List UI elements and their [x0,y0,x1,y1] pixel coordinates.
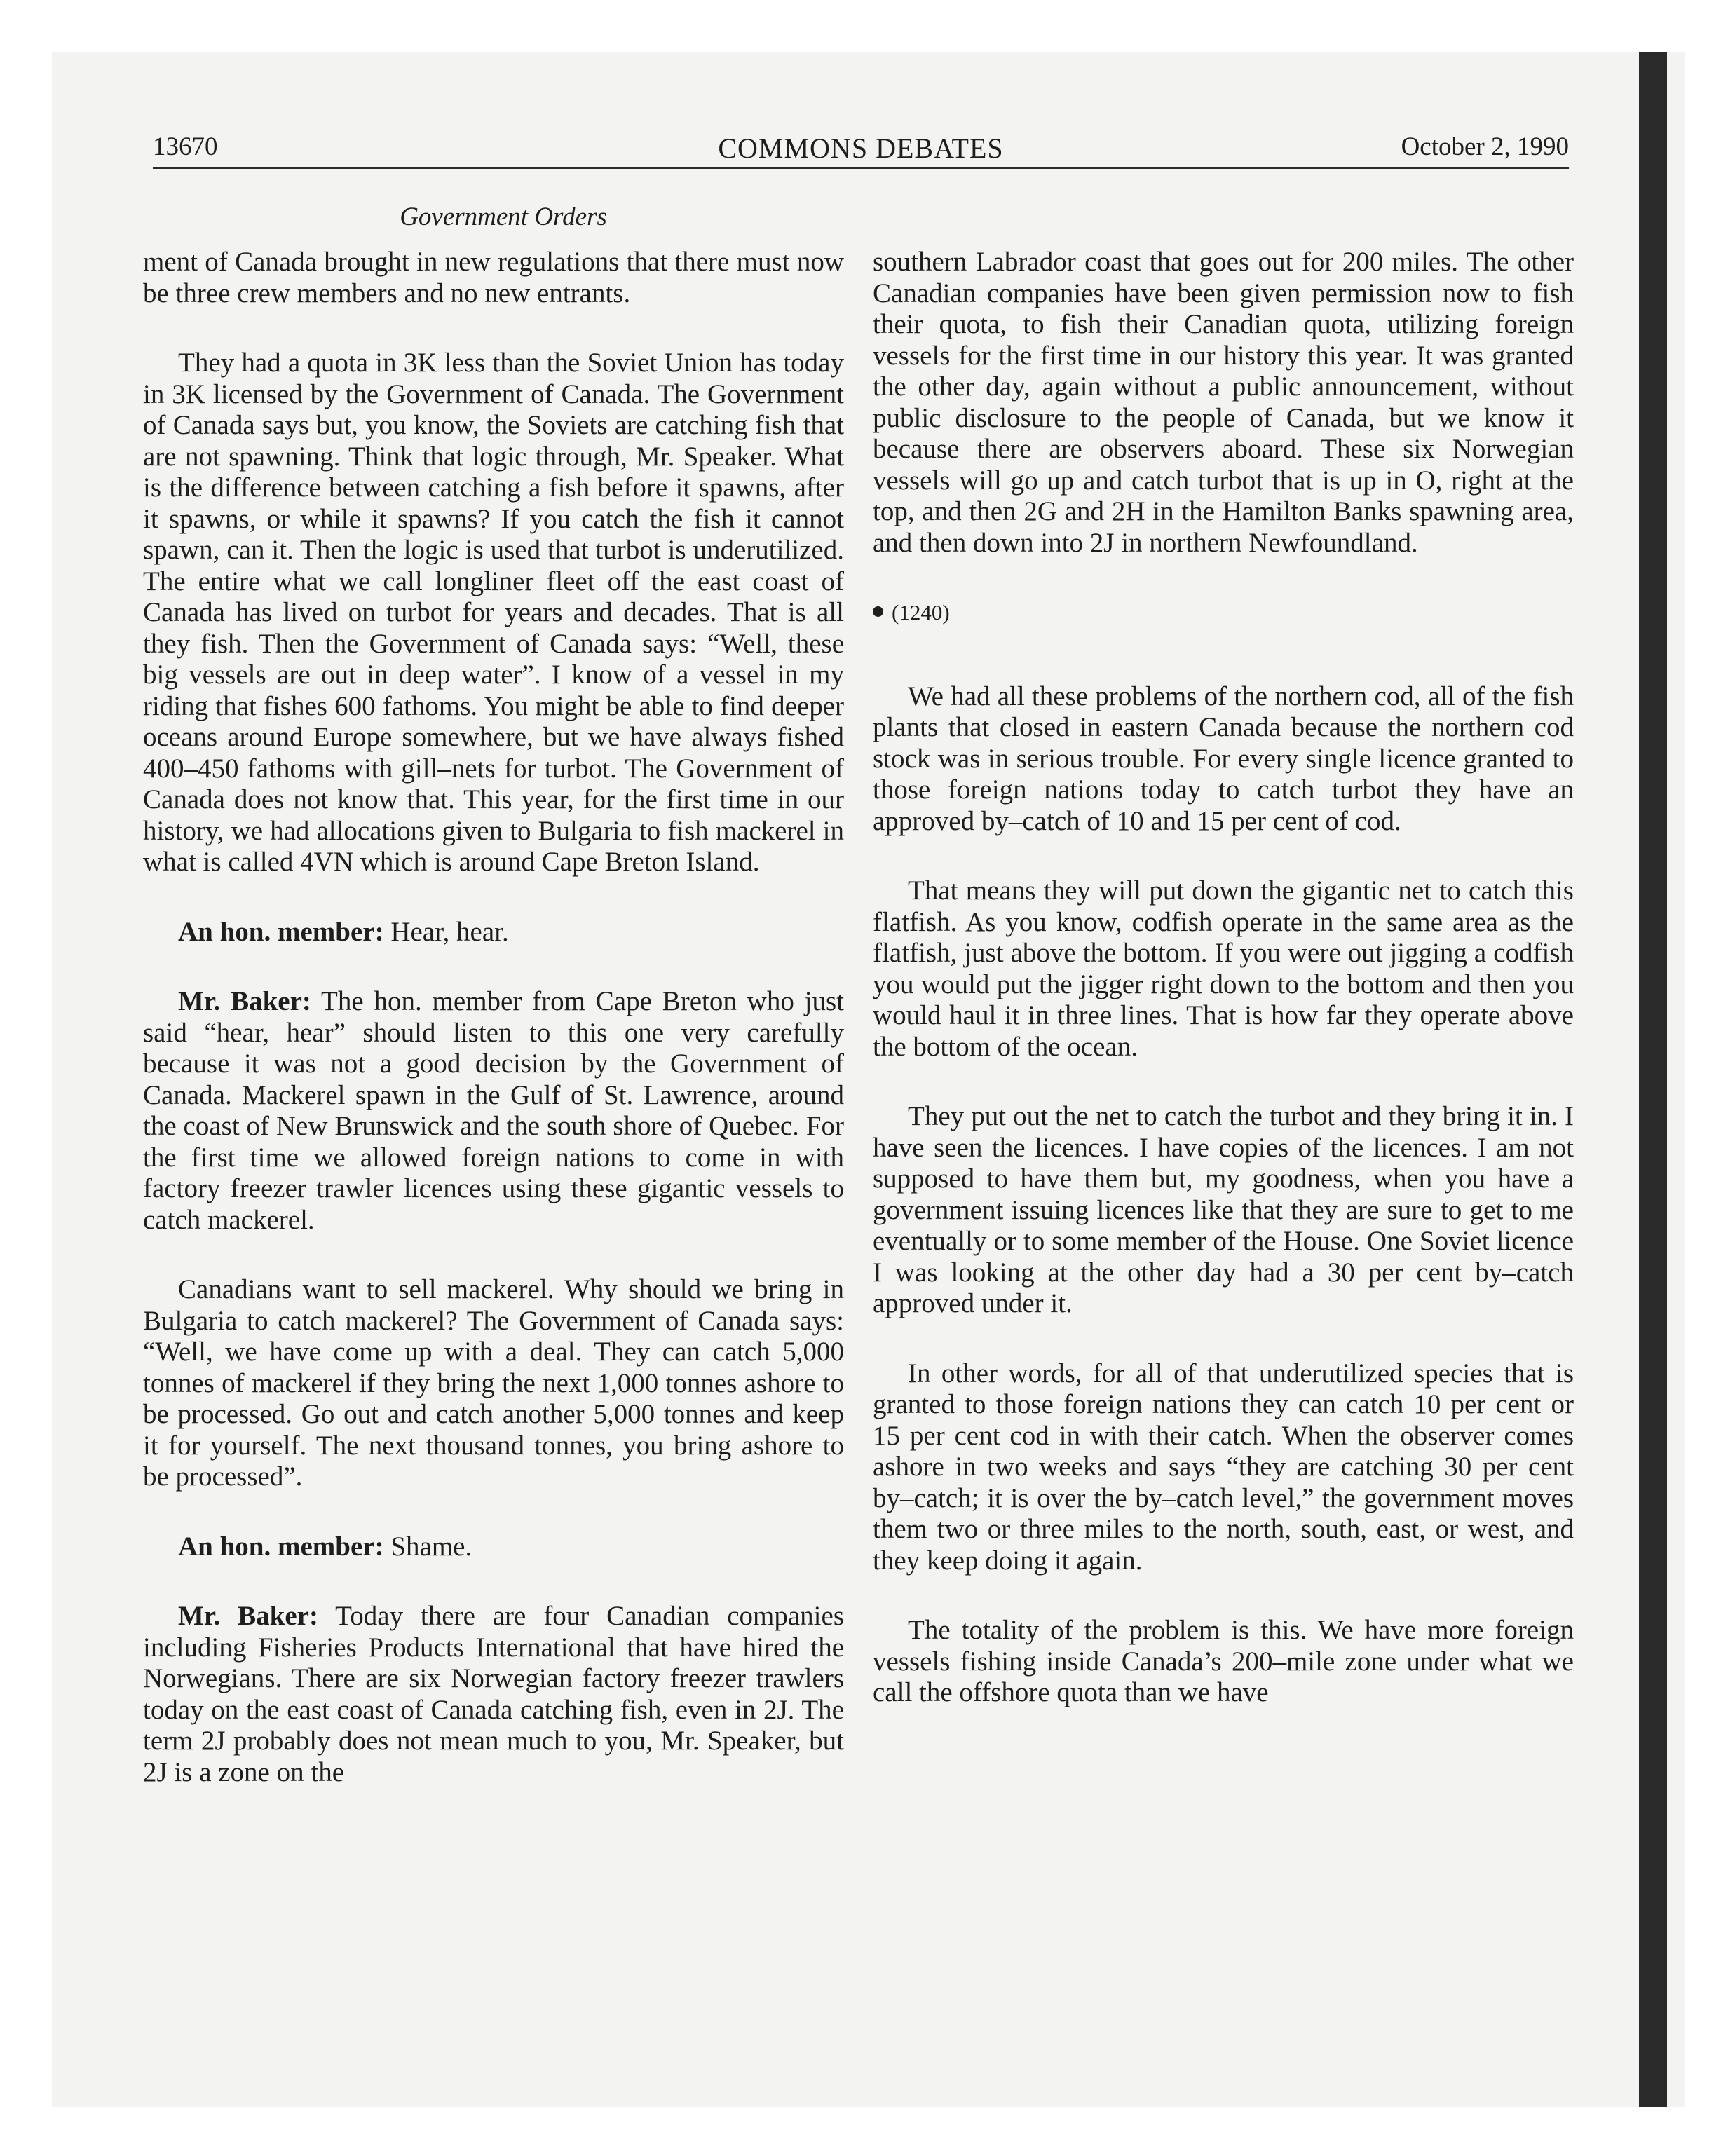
speaker-name: Mr. Baker: [178,1601,318,1631]
page-number: 13670 [153,132,218,161]
paragraph-text: The hon. member from Cape Breton who just said “hear, hear” should listen to this one very carefully because it was not a good decision by the Government of Canada. Mackerel spawn in the Gulf of St. Lawrence, around the coast of New Brunswick and the south shore of Quebec. For the first time we allowed foreign nations to come in with factory freezer trawler licences using these gigantic vessels to catch mackerel. [143,986,845,1235]
running-header [153,126,1569,165]
paragraph-text: ment of Canada brought in new regulations that there must now be three crew members and no new entrants. [143,247,844,308]
header-rule [153,167,1569,169]
right-column [873,247,1574,1709]
paragraph [143,348,844,878]
speaker-name: An hon. member: [178,1531,384,1562]
paragraph [873,875,1574,1063]
paragraph [873,681,1574,838]
speech-paragraph [143,1531,844,1563]
left-column [143,247,844,1788]
paragraph-text: We had all these problems of the northern cod, all of the fish plants that closed in eastern Canada because the northern cod stock was in serious trouble. For every single licence granted to those foreign nations today to catch turbot they have an approved by–catch of 10 and 15 per cent of cod. [873,681,1574,836]
paragraph-text: southern Labrador coast that goes out for 200 miles. The other Canadian companies have been given permission now to fish their quota, to fish their Canadian quota, utilizing foreign vessels for the first time in our history this year. It was granted the other day, again without a public announcement, without public disclosure to the people of Canada, but we know it because there are observers aboard. These six Norwegian vessels will go up and catch turbot that is up in O, right at the top, and then 2G and 2H in the Hamilton Banks spawning area, and then down into 2J in northern Newfoundland. [873,247,1574,558]
paragraph-text: Canadians want to sell mackerel. Why should we bring in Bulgaria to catch mackerel? The Government of Canada says: “Well, we have come up with a deal. They can catch 5,000 tonnes of mackerel if they bring the next 1,000 tonnes ashore to be processed. Go out and catch another 5,000 tonnes and keep it for yourself. The next thousand tonnes, you bring ashore to be processed”. [143,1274,844,1492]
paragraph-text: That means they will put down the gigantic net to catch this flatfish. As you know, codfish operate in the same area as the flatfish, just above the bottom. If you were out jigging a codfish you would put the jigger right down to the bottom and then you would haul it in three lines. That is how far they operate above the bottom of the ocean. [873,875,1574,1062]
paragraph-text: Shame. [390,1531,472,1562]
paragraph-text: The totality of the problem is this. We have more foreign vessels fishing inside Canada’s 200–mile zone under what we call the offshore quota than we have [873,1615,1574,1707]
time-stamp [873,597,1574,629]
paragraph-text: Today there are four Canadian companies including Fisheries Products International that have hired the Norwegians. There are six Norwegian factory freezer trawlers today on the east coast of Canada catching fish, even in 2J. The term 2J probably does not mean much to you, Mr. Speaker, but 2J is a zone on the [143,1601,845,1787]
speech-paragraph [143,986,844,1236]
scan-edge-shadow [1639,52,1667,2107]
paragraph-text: They put out the net to catch the turbot and they bring it in. I have seen the licences. I have copies of the licences. I am not supposed to have them but, my goodness, when you have a government issuing licences like that they are sure to get to me eventually or to some member of the House. One Soviet licence I was looking at the other day had a 30 per cent by–catch approved under it. [873,1101,1574,1318]
issue-date: October 2, 1990 [1401,132,1569,161]
paragraph-text: Hear, hear. [390,916,509,947]
journal-title: COMMONS DEBATES [718,132,1004,164]
paragraph-text: In other words, for all of that underutilized species that is granted to those foreign nations they can catch 10 per cent or 15 per cent cod in with their catch. When the observer comes ashore in two weeks and says “they are catching 30 per cent by–catch; it is over the by–catch level,” the government moves them two or three miles to the north, south, east, or west, and they keep doing it again. [873,1358,1574,1576]
paragraph [143,1274,844,1493]
paragraph-text: They had a quota in 3K less than the Soviet Union has today in 3K licensed by the Government of Canada. The Government of Canada says but, you know, the Soviets are catching fish that are not spawning. Think that logic through, Mr. Speaker. What is the difference between catching a fish before it spawns, after it spawns, or while it spawns? If you catch the fish it cannot spawn, can it. Then the logic is used that turbot is underutilized. The entire what we call longliner fleet off the east coast of Canada has lived on turbot for years and decades. That is all they fish. Then the Government of Canada says: “Well, these big vessels are out in deep water”. I know of a vessel in my riding that fishes 600 fathoms. You might be able to find deeper oceans around Europe somewhere, but we have always fished 400–450 fathoms with gill–nets for turbot. The Government of Canada does not know that. This year, for the first time in our history, we had allocations given to Bulgaria to fish mackerel in what is called 4VN which is around Cape Breton Island. [143,348,844,877]
paragraph [143,247,844,309]
time-stamp-text: (1240) [892,600,950,625]
bullet-icon [873,606,883,617]
paragraph [873,1615,1574,1709]
paragraph [873,1358,1574,1577]
paragraph [873,247,1574,559]
section-heading: Government Orders [400,203,607,231]
speech-paragraph [143,1601,844,1788]
speaker-name: Mr. Baker: [178,986,311,1016]
speech-paragraph [143,917,844,948]
speaker-name: An hon. member: [178,916,384,947]
paragraph [873,1101,1574,1320]
